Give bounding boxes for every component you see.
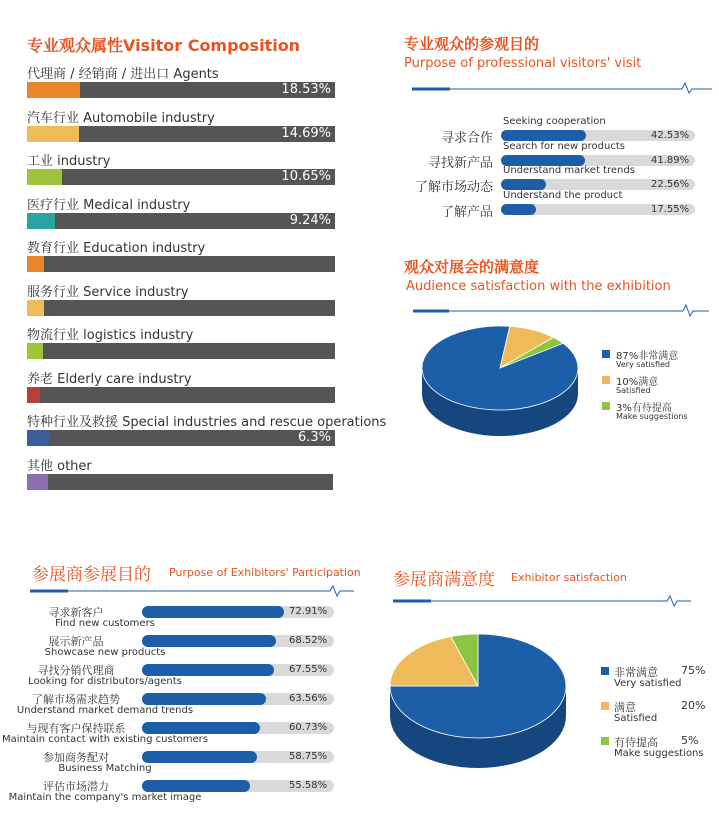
composition-label: 物流行业 logistics industry — [27, 328, 194, 343]
exhibitor-purpose-bar-fill — [142, 780, 250, 792]
composition-bar-track — [27, 343, 335, 359]
legend-label-en: Make suggestions — [614, 748, 704, 759]
visit-purpose-zh-label: 了解市场动态 — [414, 180, 493, 195]
exhibitor-purpose-zh-label: 参加商务配对 — [43, 751, 109, 764]
visit-purpose-value-label: 22.56% — [651, 179, 690, 190]
legend-pct: 20% — [681, 699, 706, 712]
legend-label-zh: 非常满意 — [614, 666, 658, 679]
exhibitor-purpose-value-label: 67.55% — [289, 664, 328, 675]
exhibitor-purpose-en-label: Understand market demand trends — [16, 705, 194, 716]
exhibitor-purpose-en-label: Find new customers — [55, 618, 155, 629]
exhibitor-satisfaction-title-en: Exhibitor satisfaction — [511, 571, 627, 584]
composition-label: 汽车行业 Automobile industry — [27, 110, 215, 126]
visit-purpose-value-label: 42.53% — [651, 130, 690, 141]
exhibitor-purpose-en-label: Maintain the company's market image — [8, 792, 202, 803]
audience-satisfaction-pie — [414, 318, 586, 440]
composition-bar-fill — [27, 256, 44, 272]
composition-label: 代理商 / 经销商 / 进出口 Agents — [27, 67, 219, 82]
composition-value-label: 18.53% — [281, 82, 331, 97]
visit-purpose-title-zh: 专业观众的参观目的 — [404, 35, 540, 53]
exhibitor-satisfaction-divider — [393, 594, 693, 608]
composition-value-label: 14.69% — [281, 125, 331, 141]
visit-purpose-zh-label: 寻求合作 — [440, 131, 493, 146]
legend-label-en: Make suggestions — [616, 412, 688, 421]
exhibitor-purpose-value-label: 68.52% — [289, 635, 328, 646]
audience-satisfaction-title-zh: 观众对展会的满意度 — [404, 258, 540, 276]
visit-purpose-divider — [412, 80, 712, 96]
legend-label-en: Very satisfied — [616, 360, 670, 369]
audience-satisfaction-divider — [413, 303, 713, 319]
composition-label: 特种行业及救援 Special industries and rescue operations — [27, 415, 387, 430]
legend-swatch — [602, 350, 610, 358]
legend-label-zh: 10%满意 — [616, 377, 659, 388]
exhibitor-satisfaction-pie — [386, 630, 570, 770]
composition-bar-fill — [27, 300, 44, 316]
exhibitor-purpose-bar-fill — [142, 635, 276, 647]
visit-purpose-zh-label: 寻找新产品 — [427, 155, 493, 171]
exhibitor-purpose-bar-fill — [142, 693, 266, 705]
visit-purpose-en-label: Search for new products — [503, 140, 625, 152]
exhibitor-purpose-zh-label: 评估市场潜力 — [43, 780, 109, 793]
composition-label: 教育行业 Education industry — [27, 241, 206, 256]
legend-label-zh: 有待提高 — [614, 736, 658, 749]
exhibitor-purpose-title-zh: 参展商参展目的 — [32, 565, 151, 585]
exhibitor-purpose-zh-label: 展示新产品 — [48, 635, 104, 648]
composition-label: 服务行业 Service industry — [27, 284, 189, 300]
visit-purpose-value-label: 41.89% — [651, 154, 690, 166]
visit-purpose-zh-label: 了解产品 — [440, 204, 493, 220]
legend-swatch — [602, 376, 610, 384]
legend-swatch — [601, 702, 609, 710]
composition-value-label: 9.24% — [289, 212, 331, 228]
legend-swatch — [601, 667, 609, 675]
legend-swatch — [602, 402, 610, 410]
exhibitor-purpose-en-label: Maintain contact with existing customers — [2, 734, 208, 745]
exhibitor-purpose-zh-label: 与现有客户保持联系 — [26, 722, 126, 735]
exhibitor-purpose-bar-fill — [142, 751, 257, 763]
composition-bar-track — [27, 474, 333, 490]
composition-bar-fill — [27, 387, 40, 403]
composition-bar-track — [27, 387, 335, 403]
exhibitor-purpose-value-label: 60.73% — [289, 722, 328, 733]
composition-label: 其他 other — [27, 458, 92, 474]
legend-label-en: Very satisfied — [614, 678, 682, 689]
legend-label-zh: 满意 — [614, 701, 636, 714]
audience-satisfaction-title-en: Audience satisfaction with the exhibition — [406, 279, 671, 294]
exhibitor-purpose-en-label: Business Matching — [58, 763, 152, 774]
visit-purpose-value-label: 17.55% — [651, 203, 690, 215]
exhibitor-purpose-bar-fill — [142, 606, 284, 618]
legend-pct: 75% — [681, 664, 706, 677]
exhibitor-purpose-bar-fill — [142, 664, 274, 676]
exhibitor-purpose-value-label: 72.91% — [289, 606, 328, 617]
visit-purpose-bar-fill — [501, 179, 546, 190]
exhibitor-purpose-en-label: Showcase new products — [44, 647, 166, 658]
composition-bar-track — [27, 256, 335, 272]
exhibitor-satisfaction-title-zh: 参展商满意度 — [393, 570, 495, 590]
visit-purpose-title-en: Purpose of professional visitors' visit — [404, 56, 642, 71]
visit-purpose-en-label: Understand the product — [503, 189, 623, 201]
visit-purpose-en-label: Seeking cooperation — [503, 116, 606, 127]
composition-value-label: 6.3% — [297, 430, 331, 445]
visit-purpose-bar-fill — [501, 204, 536, 215]
legend-label-zh: 87%非常满意 — [616, 351, 679, 362]
visit-purpose-bar-fill — [501, 155, 585, 166]
composition-bar-track — [27, 300, 335, 316]
legend-label-en: Satisfied — [614, 713, 658, 724]
composition-bar-fill — [27, 343, 43, 359]
visitor-composition-title: 专业观众属性Visitor Composition — [27, 36, 301, 55]
exhibitor-purpose-value-label: 55.58% — [289, 780, 328, 791]
exhibitor-purpose-title-en: Purpose of Exhibitors' Participation — [169, 566, 361, 579]
legend-label-zh: 3%有待提高 — [616, 403, 672, 414]
legend-label-en: Satisfied — [616, 386, 651, 395]
exhibitor-purpose-en-label: Looking for distributors/agents — [28, 676, 182, 687]
composition-label: 医疗行业 Medical industry — [27, 197, 191, 213]
composition-value-label: 10.65% — [281, 169, 331, 184]
exhibitor-purpose-zh-label: 寻找分销代理商 — [37, 664, 115, 677]
exhibitor-purpose-value-label: 63.56% — [289, 693, 328, 704]
exhibitor-purpose-zh-label: 了解市场需求趋势 — [32, 693, 120, 706]
legend-swatch — [601, 737, 609, 745]
exhibitor-purpose-zh-label: 寻求新客户 — [48, 606, 104, 619]
composition-label: 养老 Elderly care industry — [27, 371, 192, 387]
exhibitor-purpose-value-label: 58.75% — [289, 751, 328, 762]
composition-bar-fill — [27, 474, 48, 490]
visit-purpose-en-label: Understand market trends — [503, 165, 635, 176]
legend-pct: 5% — [681, 734, 699, 747]
exhibitor-purpose-divider — [30, 584, 360, 598]
composition-label: 工业 industry — [27, 154, 111, 169]
exhibitor-purpose-bar-fill — [142, 722, 260, 734]
visit-purpose-bar-fill — [501, 130, 586, 141]
